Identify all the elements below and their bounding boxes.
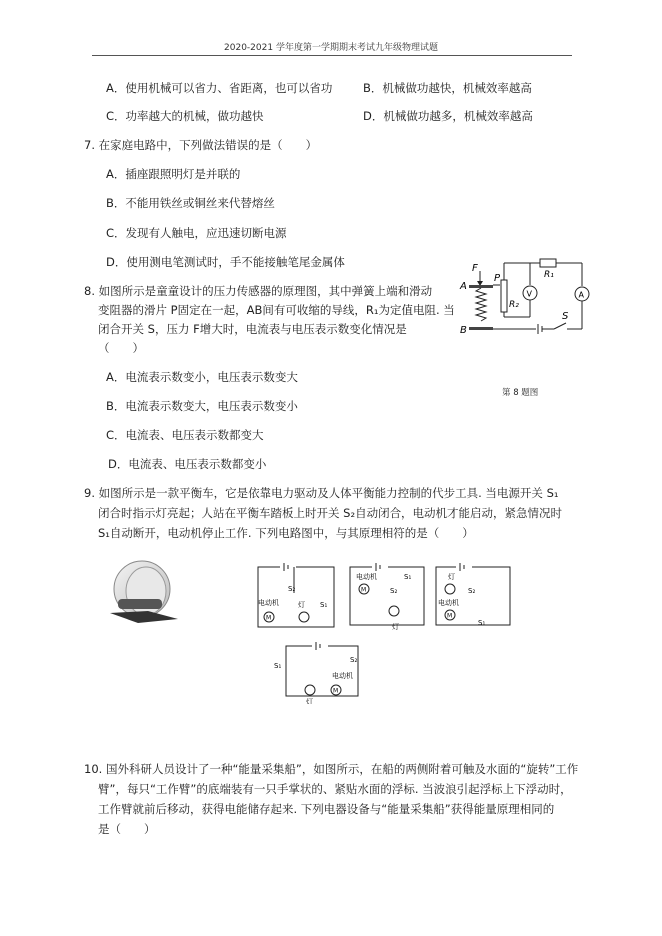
- label-s: S: [562, 311, 569, 322]
- q8-circuit-figure: [454, 255, 604, 345]
- circuit-c-lamp: 灯: [448, 573, 455, 581]
- circuit-option-c: [432, 557, 516, 632]
- q8-stem-line-2: 变阻器的滑片 P固定在一起，AB间有可收缩的导线，R₁为定值电阻. 当: [98, 303, 455, 317]
- circuit-a-lamp: 灯: [298, 601, 305, 609]
- circuit-a-motor: 电动机: [258, 599, 279, 607]
- q6-option-c: C．功率越大的机械，做功越快: [106, 109, 264, 123]
- q7-stem: 7. 在家庭电路中，下列做法错误的是（ ）: [84, 138, 318, 152]
- q7-option-b: B．不能用铁丝或铜丝来代替熔丝: [106, 196, 275, 210]
- q8-option-b: B．电流表示数变大，电压表示数变小: [106, 399, 298, 413]
- voltmeter-label: V: [526, 289, 532, 299]
- q7-option-d: D．使用测电笔测试时，手不能接触笔尾金属体: [106, 255, 345, 269]
- circuit-d-lamp: 灯: [306, 698, 313, 704]
- circuit-option-b: [346, 557, 430, 632]
- q7-option-c: C．发现有人触电，应迅速切断电源: [106, 226, 287, 240]
- q6-option-b: B．机械做功越快，机械效率越高: [363, 81, 532, 95]
- circuit-a-s1: S₁: [320, 601, 328, 609]
- q6-option-a: A．使用机械可以省力、省距离，也可以省功: [106, 81, 333, 95]
- q9-stem-line-1: 9. 如图所示是一款平衡车，它是依靠电力驱动及人体平衡能力控制的代步工具. 当电源开关 S₁: [84, 486, 559, 500]
- label-f: F: [472, 263, 478, 274]
- label-a: A: [460, 281, 467, 292]
- q8-figure-caption: 第 8 题图: [502, 388, 539, 398]
- label-r2: R₂: [509, 300, 519, 310]
- q8-option-c: C．电流表、电压表示数都变大: [106, 428, 264, 442]
- q8-stem-line-1: 8. 如图所示是童童设计的压力传感器的原理图，其中弹簧上端和滑动: [84, 284, 433, 298]
- q8-stem-line-3: 闭合开关 S，压力 F增大时，电流表与电压表示数变化情况是: [98, 322, 407, 336]
- circuit-b-m: M: [361, 586, 367, 594]
- balance-car-image: [104, 555, 184, 627]
- q7-option-a: A．插座跟照明灯是并联的: [106, 167, 241, 181]
- circuit-b-s1: S₁: [404, 573, 412, 581]
- q9-stem-line-3: S₁自动断开，电动机停止工作. 下列电路图中，与其原理相符的是（ ）: [98, 526, 474, 540]
- q10-stem-line-1: 10. 国外科研人员设计了一种“能量采集船”，如图所示，在船的两侧附着可触及水面的“旋转”工作: [84, 762, 579, 776]
- circuit-b-s2: S₂: [390, 587, 398, 595]
- q10-stem-line-2: 臂”，每只“工作臂”的底端装有一只手掌状的、紧贴水面的浮标. 当波浪引起浮标上下浮动时，: [98, 782, 572, 796]
- circuit-a-m: M: [266, 614, 272, 622]
- circuit-d-m: M: [333, 687, 339, 695]
- circuit-b-lamp: 灯: [392, 623, 399, 631]
- circuit-b-motor: 电动机: [356, 573, 377, 581]
- q6-option-d: D．机械做功越多，机械效率越高: [363, 109, 533, 123]
- q8-option-d: D．电流表、电压表示数都变小: [108, 457, 267, 471]
- circuit-d-s1: S₁: [274, 662, 282, 670]
- circuit-option-d: [272, 634, 364, 704]
- q9-stem-line-2: 闭合时指示灯亮起；人站在平衡车踏板上时开关 S₂自动闭合，电动机才能启动，紧急情况时: [98, 506, 563, 520]
- circuit-c-s1: S₁: [478, 619, 486, 627]
- circuit-c-motor: 电动机: [438, 599, 459, 607]
- label-p: P: [494, 273, 501, 284]
- label-r1: R₁: [544, 270, 554, 280]
- q8-stem-line-4: （ ）: [98, 341, 144, 355]
- circuit-d-s2: S₂: [350, 656, 358, 664]
- label-b: B: [460, 325, 467, 336]
- circuit-a-s2: S₂: [288, 585, 296, 593]
- q10-stem-line-3: 工作臂就前后移动，获得电能储存起来. 下列电器设备与“能量采集船”获得能量原理相同的: [98, 802, 555, 816]
- page-header: 2020-2021 学年度第一学期期末考试九年级物理试题: [224, 43, 438, 53]
- circuit-option-a: [254, 557, 338, 632]
- ammeter-label: A: [578, 290, 584, 300]
- q10-stem-line-4: 是（ ）: [98, 822, 156, 836]
- header-rule: [92, 55, 572, 56]
- circuit-c-m: M: [447, 612, 453, 620]
- circuit-d-motor: 电动机: [332, 672, 353, 680]
- circuit-c-s2: S₂: [468, 587, 476, 595]
- q8-option-a: A．电流表示数变小，电压表示数变大: [106, 370, 298, 384]
